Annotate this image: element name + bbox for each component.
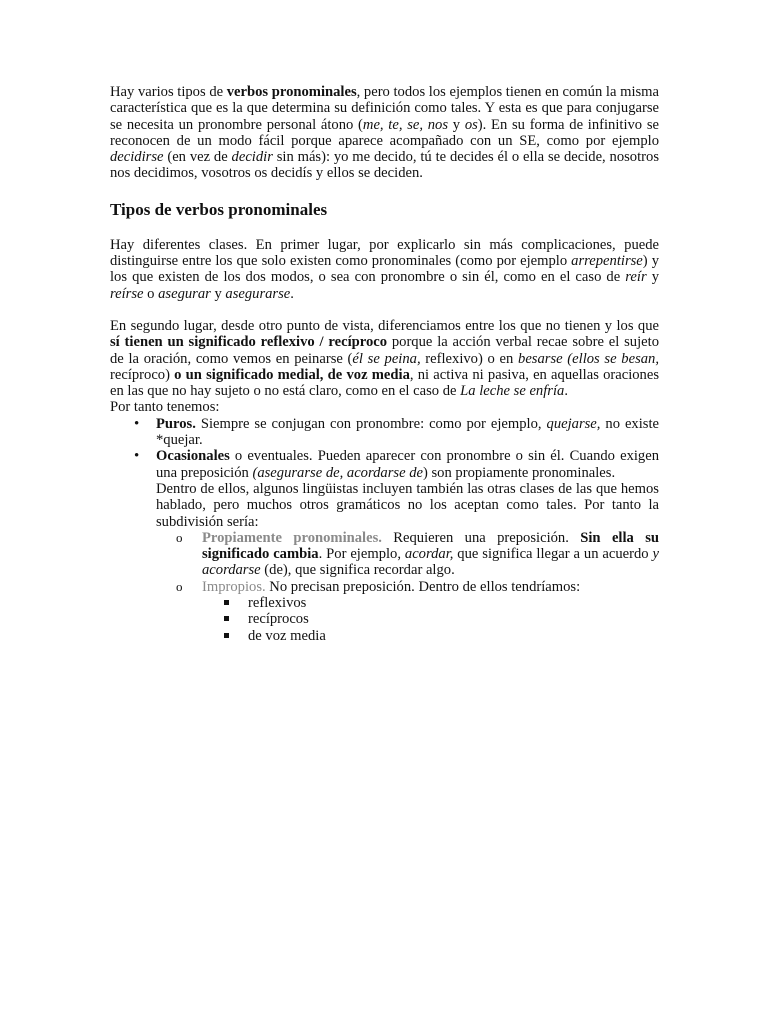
circle-bullet-icon: o bbox=[176, 529, 183, 545]
text: (de), que significa recordar algo. bbox=[260, 562, 455, 579]
bold-text: Sin ella su significado cambia bbox=[202, 529, 660, 563]
italic-text: besarse (ellos se besan, bbox=[518, 350, 659, 367]
bold-text: Ocasionales bbox=[156, 448, 230, 465]
square-bullet-icon bbox=[224, 616, 229, 621]
classes-paragraph bbox=[110, 237, 659, 302]
bullet-icon: • bbox=[134, 415, 140, 432]
list-item bbox=[202, 628, 659, 644]
ocasionales-note: Dentro de ellos, algunos lingüistas incluyen también las otras clases de las que hemos hablado, pero muchos otros gramáticos no los aceptan como tales. Por tanto la subdivisión sería: bbox=[156, 480, 659, 530]
text: que significa llegar a un acuerdo bbox=[453, 546, 653, 563]
text: o bbox=[143, 285, 159, 302]
square-bullet-icon bbox=[224, 600, 229, 605]
italic-text: os bbox=[464, 116, 478, 133]
italic-text: él se peina, bbox=[352, 350, 421, 367]
italic-text: arrepentirse bbox=[571, 253, 643, 270]
text: ). En su forma de infinitivo se reconocen de un modo fácil porque aparece acompañado con un SE, como por ejemplo bbox=[110, 116, 659, 149]
italic-text: quejarse, bbox=[546, 415, 601, 432]
second-point-paragraph bbox=[110, 318, 659, 399]
text: no existe *quejar. bbox=[156, 415, 659, 449]
bullet-icon: • bbox=[134, 448, 140, 465]
list-item-propiamente bbox=[156, 530, 659, 579]
italic-text: decidir bbox=[231, 149, 273, 166]
list-item bbox=[202, 611, 659, 627]
list-item-label: de voz media bbox=[248, 627, 326, 644]
text: reflexivo) o en bbox=[420, 350, 519, 367]
text: , ni activa ni pasiva, en aquellas oraciones en las que no hay sujeto o no está claro, como en el caso de bbox=[110, 366, 660, 400]
italic-text: La leche se enfría bbox=[460, 383, 565, 400]
list-item bbox=[202, 595, 659, 611]
list-item-impropios bbox=[156, 579, 659, 644]
intro-paragraph bbox=[110, 84, 659, 182]
italic-text: reír bbox=[625, 269, 647, 286]
text: Hay varios tipos de bbox=[110, 84, 227, 100]
list-item-label: recíprocos bbox=[248, 611, 309, 628]
italic-text: reírse bbox=[110, 285, 144, 302]
text: sin más): yo me decido, tú te decides él o ella se decide, nosotros nos decidimos, vosotros os decidís y ellos se deciden. bbox=[110, 149, 659, 182]
text: . Por ejemplo, bbox=[318, 546, 405, 563]
text: Siempre se conjugan con pronombre: como por ejemplo, bbox=[195, 415, 547, 432]
types-list bbox=[110, 416, 659, 644]
italic-text: decidirse bbox=[110, 149, 164, 166]
bold-text: sí tienen un significado reflexivo / recíproco bbox=[110, 334, 388, 351]
text: (en vez de bbox=[163, 149, 232, 166]
text: . bbox=[564, 383, 568, 400]
italic-text: asegurarse bbox=[225, 285, 291, 302]
text: En segundo lugar, desde otro punto de vista, diferenciamos entre los que no tienen y los que bbox=[110, 317, 659, 334]
text: o eventuales. Pueden aparecer con pronombre o sin él. Cuando exigen una preposición bbox=[156, 448, 659, 481]
list-item-puros bbox=[110, 416, 659, 449]
italic-text: (asegurarse de, acordarse de bbox=[252, 464, 423, 481]
list-item-ocasionales bbox=[110, 448, 659, 644]
list-item-label: reflexivos bbox=[248, 595, 307, 612]
subtypes-list bbox=[156, 530, 659, 644]
text: y bbox=[646, 269, 660, 286]
text: ) y los que existen de los dos modos, o sea con pronombre o sin él, como en el caso de bbox=[110, 253, 659, 286]
document-body bbox=[110, 84, 659, 644]
bold-text: o un significado medial, de voz media bbox=[174, 366, 410, 383]
text: ) son propiamente pronominales. bbox=[422, 464, 616, 481]
text: No precisan preposición. Dentro de ellos tendríamos: bbox=[265, 578, 581, 595]
circle-bullet-icon: o bbox=[176, 578, 183, 594]
section-heading: Tipos de verbos pronominales bbox=[110, 199, 328, 219]
italic-text: acordar, bbox=[404, 546, 454, 563]
text: Hay diferentes clases. En primer lugar, por explicarlo sin más complicaciones, puede distinguirse entre los que solo existen como pronominales (como por ejemplo bbox=[110, 236, 659, 270]
text: . bbox=[290, 285, 294, 302]
text: y bbox=[210, 285, 226, 302]
square-bullet-icon bbox=[224, 633, 229, 638]
bold-text: Puros. bbox=[156, 415, 196, 432]
text: Requieren una preposición. bbox=[381, 529, 581, 546]
italic-text: asegurar bbox=[158, 285, 211, 302]
text: recíproco) bbox=[110, 366, 175, 383]
text: porque la acción verbal recae sobre el sujeto de la oración, como vemos en peinarse ( bbox=[110, 334, 659, 367]
italic-text: y acordarse bbox=[202, 546, 659, 579]
impropios-list bbox=[202, 595, 659, 644]
gray-term: Propiamente pronominales. bbox=[202, 529, 382, 546]
italic-text: me, te, se, nos bbox=[362, 116, 449, 133]
por-tanto-line: Por tanto tenemos: bbox=[110, 399, 220, 416]
text: , pero todos los ejemplos tienen en común la misma característica que es la que determina su definición como tales. Y esta es que para conjugarse se necesita un pronombre personal átono ( bbox=[110, 84, 660, 133]
bold-text: verbos pronominales bbox=[226, 84, 357, 100]
text: y bbox=[448, 116, 465, 133]
gray-term: Impropios. bbox=[202, 578, 266, 595]
